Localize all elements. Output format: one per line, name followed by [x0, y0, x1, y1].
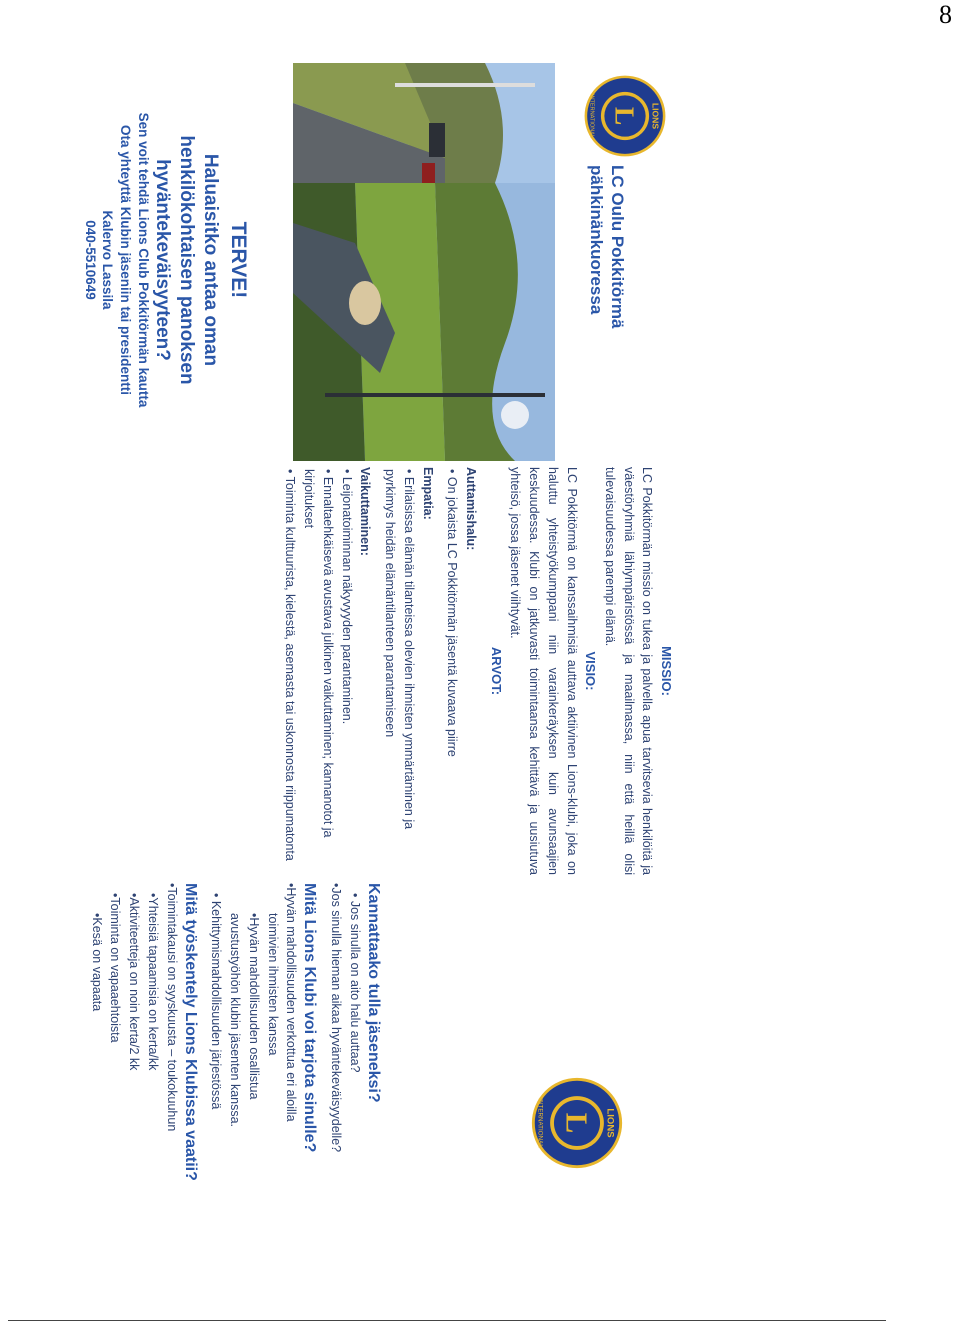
visio-heading: VISIO:: [583, 651, 599, 691]
info-line: • Jos sinulla on aito halu auttaa?: [348, 893, 362, 1073]
info-heading: Kannattaako tulla jäseneksi?: [365, 883, 382, 1103]
missio-heading: MISSIO:: [659, 646, 674, 696]
river-photo-image: [293, 183, 555, 461]
club-name: [586, 165, 629, 455]
svg-text:LIONS: LIONS: [604, 1108, 616, 1138]
info-line: •Yhteisiä tapaamisia on kerta/kk: [146, 893, 160, 1071]
info-line: •Toiminta on vapaaehtoista: [108, 893, 123, 1043]
question-line: hyväntekeväisyyteen?: [152, 159, 174, 361]
info-text: [87, 883, 390, 1283]
value-title: Vaikuttaminen:: [358, 467, 373, 556]
brochure-spread: [70, 55, 690, 1285]
svg-text:LIONS: LIONS: [650, 102, 661, 130]
greeting-block: [151, 55, 250, 465]
contact-line: Sen voit tehdä Lions Club Pokkitörmän kautta: [136, 112, 151, 408]
cover-panel: [70, 55, 690, 465]
page-number: 8: [939, 0, 952, 29]
svg-text:INTERNATIONAL: INTERNATIONAL: [536, 1098, 544, 1148]
value-item: • Erilaisissa elämän tilanteissa olevien ihmisten ymmärtäminen ja pyrkimys heidän elämäntilanteen parantamiseen: [383, 469, 416, 830]
contact-phone: 040-5510649: [82, 220, 98, 300]
info-line: •Hyvän mahdollisuuden verkottua eri aloilla: [284, 883, 299, 1122]
info-line: •Jos sinulla hieman aikaa hyväntekeväisyydelle?: [329, 883, 344, 1153]
info-line: avustustyöhön klubin jäsenten kanssa.: [228, 913, 243, 1128]
lions-emblem-icon: [582, 73, 668, 159]
contact-line: Ota yhteyttä Klubin jäseniin tai presidentti: [118, 124, 134, 396]
value-item: • Toiminta kulttuurista, kielestä, asemasta tai uskonnosta riippumatonta: [283, 469, 298, 861]
lions-logo: [582, 73, 668, 159]
value-title: Auttamishalu:: [464, 467, 479, 551]
greeting-question: [151, 55, 222, 465]
value-item: • On jokaista LC Pokkitörmän jäsentä kuvaava piirre: [445, 469, 460, 757]
arvot-heading: ARVOT:: [488, 646, 504, 696]
club-name-line: LC Oulu Pokkitörmä: [608, 165, 627, 329]
svg-text:INTERNATIONAL: INTERNATIONAL: [588, 93, 595, 139]
info-line: toimivien ihmisten kanssa: [265, 913, 280, 1056]
park-photo: [293, 63, 555, 461]
value-title: Empatia:: [420, 467, 435, 520]
club-name-line: pähkinänkuoressa: [586, 165, 606, 315]
value-item: • Leijonatoiminnan näkyvyyden parantaminen.: [339, 469, 354, 725]
info-line: •Aktiviteetteja on noin kerta/2 kk: [127, 893, 142, 1071]
info-heading: Mitä työskentely Lions Klubissa vaatii?: [181, 883, 199, 1181]
question-line: henkilökohtaisen panoksen: [176, 135, 198, 385]
greeting-title: TERVE!: [227, 221, 250, 299]
mission-panel: [70, 465, 690, 875]
svg-text:L: L: [609, 106, 641, 126]
contact-block: [81, 55, 152, 465]
value-item: • Ennaltaehkäisevä avustava julkinen vaikuttaminen; kannanotot ja kirjoitukset: [302, 469, 335, 838]
missio-text: LC Pokkitörmän missio on tukea ja palvella apua tarvitsevia henkilöitä ja väestöryhmiä lähiympäristössä ja maailmassa, niin että heillä olisi tulevaisuudessa parempi elämä.: [603, 467, 655, 875]
info-line: •Hyvän mahdollisuuden osallistua: [247, 913, 261, 1100]
svg-text:L: L: [559, 1112, 594, 1134]
visio-text: LC Pokkitörmä on kanssaihmisiä auttava aktiivinen Lions-klubi, joka on haluttu yhteistyökumppani niin varainkeräyksen kuin avunsaajien keskuudessa. Klubi on jatkuvasti toimintaansa kehittävä ja uusiutuva yhteisö, jossa jäsenet viihtyvät.: [508, 467, 579, 875]
info-line: • Kehittymismahdollisuuden järjestössä: [209, 893, 224, 1110]
info-line: •Toimintakausi on syyskuusta – toukokuuhun: [164, 883, 179, 1132]
info-line: •Kesä on vapaata: [89, 913, 104, 1012]
info-heading: Mitä Lions Klubi voi tarjota sinulle?: [301, 883, 319, 1153]
footer-divider: [8, 1320, 886, 1321]
question-line: Haluaisitko antaa oman: [200, 153, 221, 367]
lions-emblem-icon: [529, 1075, 625, 1171]
info-panel: [70, 875, 690, 1285]
contact-name: Kalervo Lassila: [100, 210, 116, 310]
lions-logo: [529, 1075, 625, 1171]
